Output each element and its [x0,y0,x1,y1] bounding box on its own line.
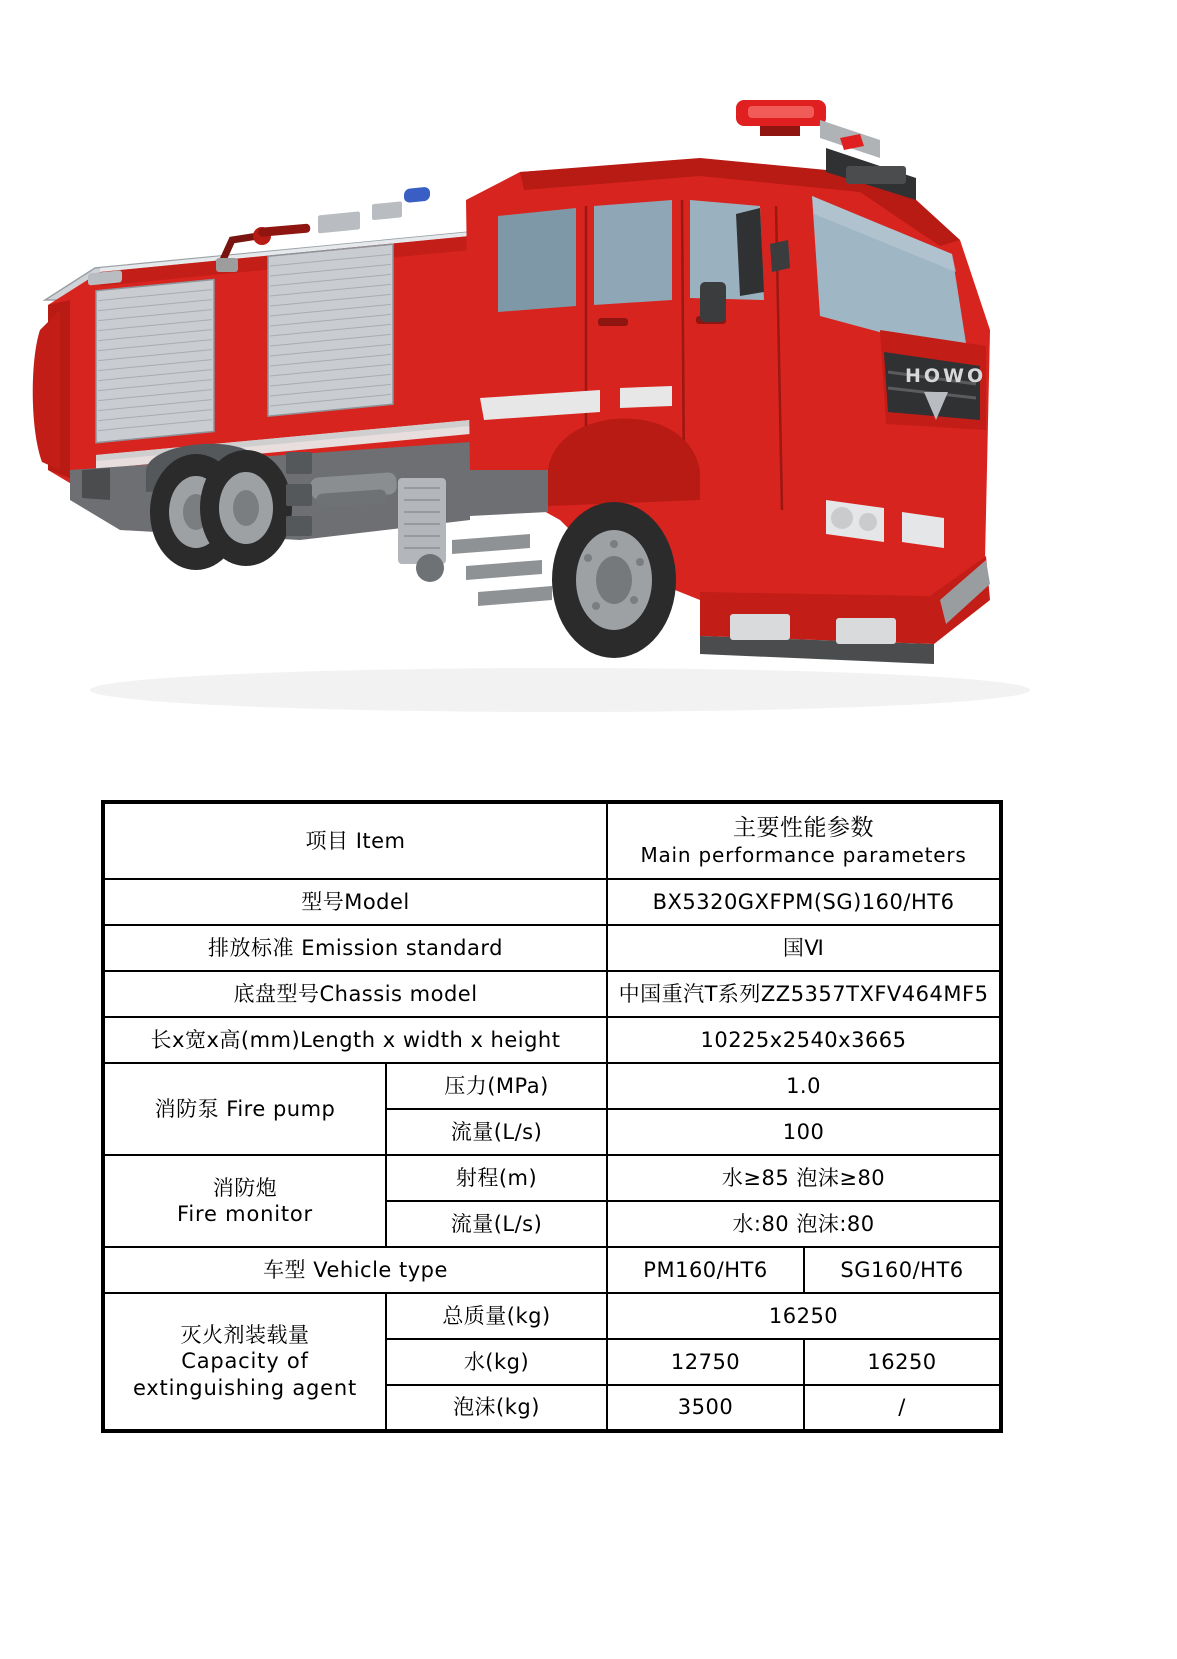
value-dimensions: 10225x2540x3665 [607,1017,1001,1063]
value-monitor-range: 水≥85 泡沫≥80 [607,1155,1001,1201]
label-monitor-range: 射程(m) [386,1155,607,1201]
table-row-dimensions [103,1017,1001,1063]
value-total-mass: 16250 [607,1293,1001,1339]
side-window-rear [498,208,576,312]
value-foam-pm: 3500 [607,1385,804,1431]
label-monitor-flow: 流量(L/s) [386,1201,607,1247]
value-emission: 国Ⅵ [607,925,1001,971]
label-capacity-en2: extinguishing agent [132,1375,358,1400]
value-vehicle-type-sg: SG160/HT6 [804,1247,1001,1293]
label-chassis: 底盘型号Chassis model [103,971,607,1017]
value-vehicle-type-pm: PM160/HT6 [607,1247,804,1293]
label-total-mass: 总质量(kg) [386,1293,607,1339]
label-pump-flow: 流量(L/s) [386,1109,607,1155]
value-water-pm: 12750 [607,1339,804,1385]
mirror-left [736,208,764,296]
rear-wheel-2 [200,450,292,566]
table-row-vehicle-type [103,1247,1001,1293]
label-vehicle-type: 车型 Vehicle type [103,1247,607,1293]
label-fire-monitor [103,1155,386,1247]
table-row-model [103,879,1001,925]
label-fire-monitor-en: Fire monitor [177,1202,313,1226]
label-dimensions: 长x宽x高(mm)Length x width x height [103,1017,607,1063]
table-header-row [103,802,1001,879]
label-capacity-en1: Capacity of [181,1349,309,1374]
spec-table-container [101,800,999,1433]
fire-truck-svg [0,0,1177,790]
value-pump-flow: 100 [607,1109,1001,1155]
value-monitor-flow: 水:80 泡沫:80 [607,1201,1001,1247]
header-params-cn: 主要性能参数 [733,815,875,842]
headlight-right [902,512,944,548]
table-row-total-mass [103,1293,1001,1339]
table-row-pump-pressure [103,1063,1001,1109]
brand-badge: HOWO [905,365,987,387]
table-row-monitor-range [103,1155,1001,1201]
label-capacity-cn: 灭火剂装载量 [180,1323,310,1348]
header-params-cell [607,802,1001,879]
label-foam: 泡沫(kg) [386,1385,607,1431]
fire-truck-illustration [0,0,1177,790]
side-window-mid [594,200,672,305]
label-fire-monitor-cn: 消防炮 [212,1175,278,1200]
value-water-sg: 16250 [804,1339,1001,1385]
label-model: 型号Model [103,879,607,925]
header-item-cell: 项目 Item [103,802,607,879]
value-pump-pressure: 1.0 [607,1063,1001,1109]
spec-table [101,800,1003,1433]
label-water: 水(kg) [386,1339,607,1385]
value-chassis: 中国重汽T系列ZZ5357TXFV464MF5 [607,971,1001,1017]
table-row-chassis [103,971,1001,1017]
front-wheel [552,502,676,658]
header-params-en: Main performance parameters [640,842,967,867]
table-row-emission [103,925,1001,971]
value-model: BX5320GXFPM(SG)160/HT6 [607,879,1001,925]
label-pump-pressure: 压力(MPa) [386,1063,607,1109]
label-fire-pump: 消防泵 Fire pump [103,1063,386,1155]
value-foam-sg: / [804,1385,1001,1431]
label-emission: 排放标准 Emission standard [103,925,607,971]
label-capacity [103,1293,386,1431]
